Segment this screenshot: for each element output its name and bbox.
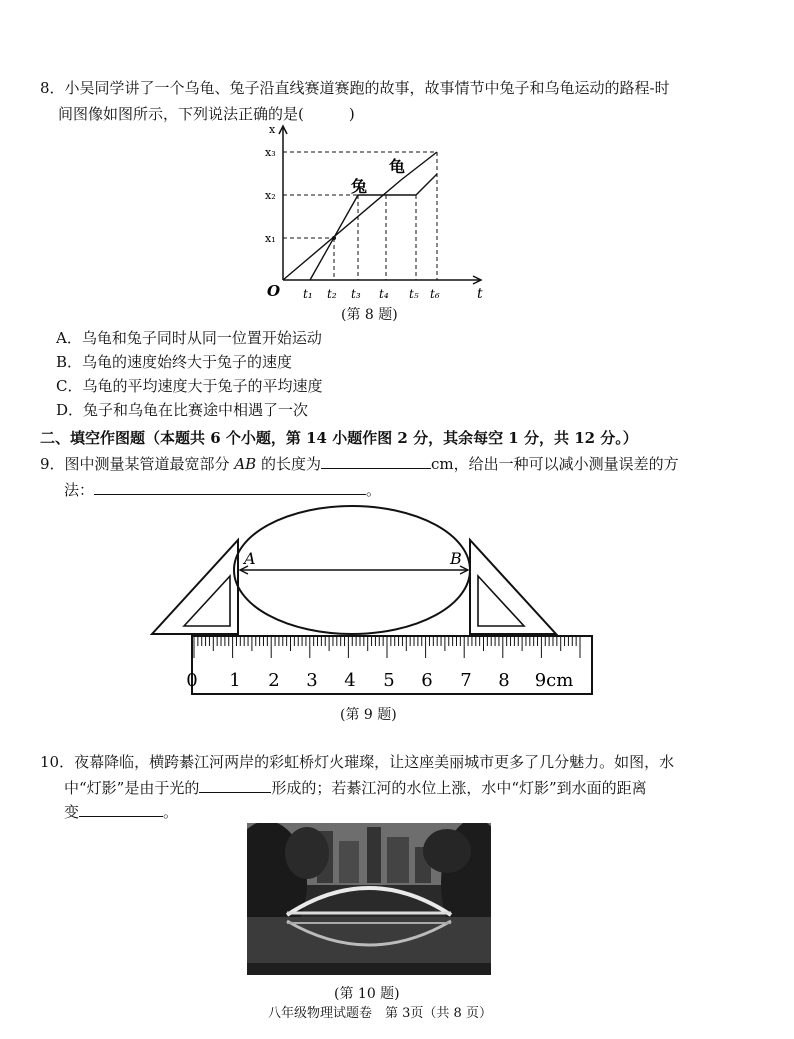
ruler-label-8: 8 <box>498 670 510 691</box>
x-tick-t1: t₁ <box>303 287 313 301</box>
ruler-label-6: 6 <box>421 670 433 691</box>
q8-option-b: B．乌龟的速度始终大于兔子的速度 <box>56 353 293 371</box>
q10-stem-line2 <box>64 778 647 798</box>
ruler-label-0: 0 <box>186 670 198 691</box>
ruler-label-7: 7 <box>460 670 472 691</box>
q9-stem-line1 <box>40 454 679 474</box>
q9-ab-label: AB <box>234 455 257 473</box>
ruler-label-2: 2 <box>268 670 280 691</box>
q10-reason-blank[interactable] <box>199 778 271 793</box>
q9-line-end: 。 <box>366 481 382 499</box>
ruler-label-4: 4 <box>344 670 356 691</box>
q9-text-unit: cm，给出一种可以减小测量误差的方 <box>430 455 679 473</box>
q8-stem-line2: 间图像如图所示，下列说法正确的是( ) <box>58 105 355 123</box>
origin-label: O <box>267 282 281 300</box>
q9-method-blank[interactable] <box>94 480 366 495</box>
ruler-label-1: 1 <box>229 670 241 691</box>
page-footer: 八年级物理试题卷 第 3页（共 8 页） <box>268 1006 492 1021</box>
q10-bridge-photo <box>247 823 491 975</box>
q8-option-a: A．乌龟和兔子同时从同一位置开始运动 <box>56 329 322 347</box>
point-a-label: A <box>244 549 256 568</box>
q9-text-pre: 9．图中测量某管道最宽部分 <box>40 455 235 473</box>
q10-caption: (第 10 题) <box>334 986 400 1002</box>
y-axis-label: x <box>269 123 276 136</box>
q10-stem-line1: 10．夜幕降临，横跨綦江河两岸的彩虹桥灯火璀璨，让这座美丽城市更多了几分魅力。如图，水 <box>40 753 675 771</box>
x-tick-t6: t₆ <box>430 287 440 301</box>
x-tick-t3: t₃ <box>351 287 361 301</box>
q8-position-time-graph <box>255 120 495 310</box>
q10-line-end: 。 <box>163 803 179 821</box>
ruler-label-5: 5 <box>383 670 395 691</box>
q8-caption: (第 8 题) <box>341 307 398 323</box>
ruler-ticks <box>194 636 580 658</box>
x-tick-t4: t₄ <box>379 287 389 301</box>
q8-option-d: D．兔子和乌龟在比赛途中相遇了一次 <box>56 401 309 419</box>
q8-option-c: C．乌龟的平均速度大于兔子的平均速度 <box>56 377 323 395</box>
ruler-label-3: 3 <box>306 670 318 691</box>
q9-length-blank[interactable] <box>321 454 431 469</box>
q8-stem-line1: 8．小吴同学讲了一个乌龟、兔子沿直线赛道赛跑的故事，故事情节中兔子和乌龟运动的路程-时 <box>40 79 670 97</box>
y-tick-x1: x₁ <box>265 232 276 245</box>
q10-text-pre: 中“灯影”是由于光的 <box>64 779 200 797</box>
q10-distance-blank[interactable] <box>79 802 163 817</box>
q9-stem-line2 <box>64 480 381 500</box>
x-tick-t5: t₅ <box>409 287 419 301</box>
y-tick-x3: x₃ <box>265 146 276 159</box>
q9-caption: (第 9 题) <box>340 707 397 723</box>
q10-text-post: 形成的；若綦江河的水位上涨，水中“灯影”到水面的距离 <box>271 779 647 797</box>
q10-stem-line3 <box>64 802 178 822</box>
q9-method-label: 法： <box>64 481 95 499</box>
left-set-square <box>152 540 238 634</box>
q9-ruler-figure <box>150 502 610 702</box>
turtle-label: 龟 <box>389 157 406 176</box>
x-tick-t2: t₂ <box>327 287 337 301</box>
rabbit-label: 兔 <box>351 177 368 196</box>
x-axis-label: t <box>477 286 483 302</box>
ruler-labels <box>186 670 573 691</box>
ruler-label-9cm: 9cm <box>534 670 574 691</box>
y-tick-x2: x₂ <box>265 189 276 202</box>
section2-heading: 二、填空作图题（本题共 6 个小题，第 14 小题作图 2 分，其余每空 1 分，共 12 分。） <box>40 429 638 447</box>
q10-text-change: 变 <box>64 803 80 821</box>
q9-text-mid: 的长度为 <box>256 455 321 473</box>
right-set-square <box>470 540 556 634</box>
point-b-label: B <box>450 549 462 568</box>
